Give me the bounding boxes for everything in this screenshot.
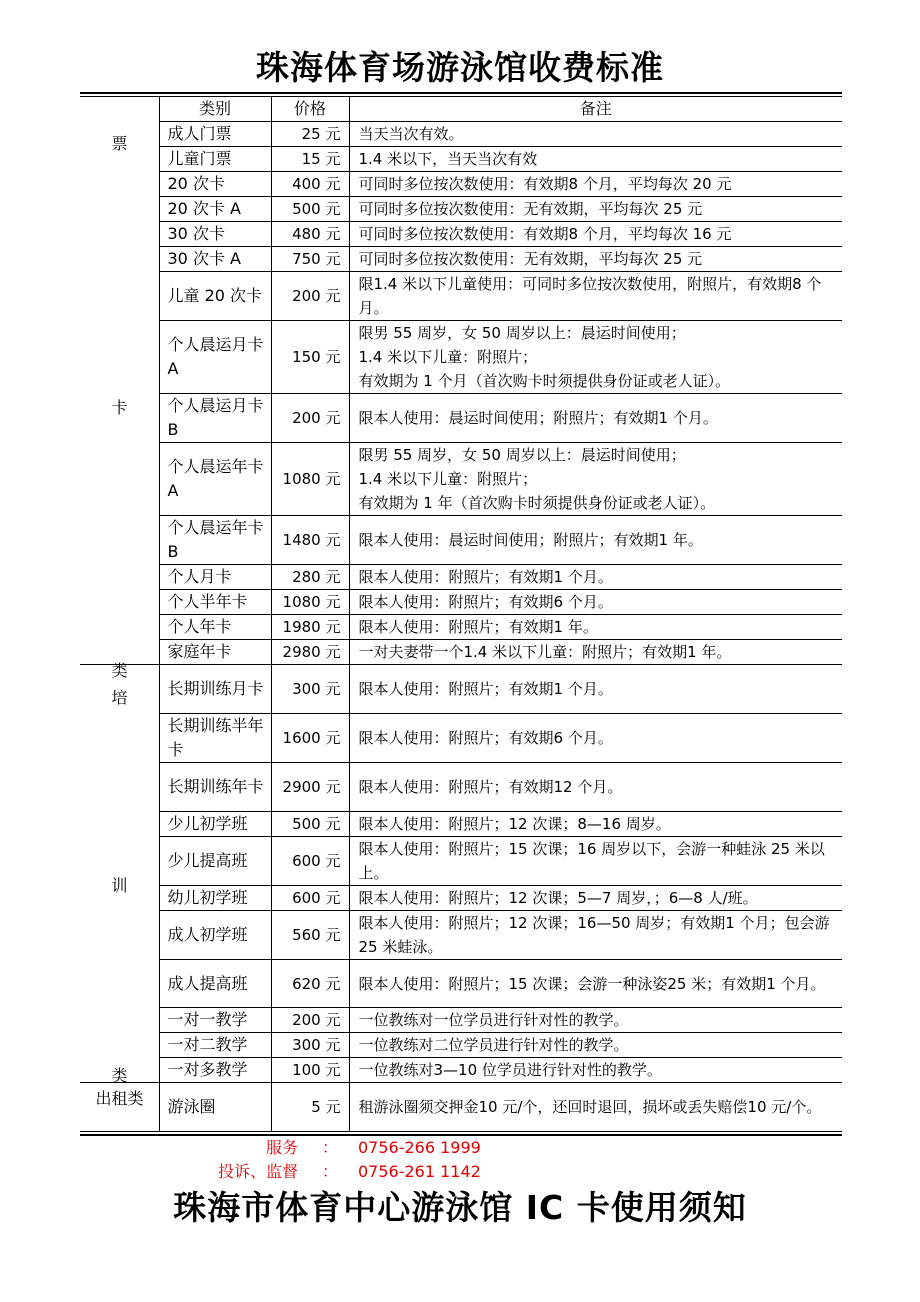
row-name: 个人晨运月卡A [159, 321, 271, 394]
table-row [80, 247, 842, 272]
row-price: 600 元 [271, 886, 349, 911]
row-name: 儿童 20 次卡 [159, 272, 271, 321]
row-name: 儿童门票 [159, 147, 271, 172]
row-name: 少儿初学班 [159, 812, 271, 837]
row-price: 480 元 [271, 222, 349, 247]
row-price: 200 元 [271, 1008, 349, 1033]
fee-table-body [80, 122, 842, 1132]
row-name: 个人月卡 [159, 565, 271, 590]
table-row [80, 172, 842, 197]
row-note: 租游泳圈须交押金10 元/个，还回时退回，损坏或丢失赔偿10 元/个。 [349, 1083, 842, 1132]
row-note: 一位教练对一位学员进行针对性的教学。 [349, 1008, 842, 1033]
row-note: 限本人使用：附照片；有效期6 个月。 [349, 714, 842, 763]
row-name: 个人半年卡 [159, 590, 271, 615]
table-row [80, 812, 842, 837]
table-row [80, 665, 842, 714]
table-row [80, 886, 842, 911]
row-name: 游泳圈 [159, 1083, 271, 1132]
header-price: 价格 [271, 97, 349, 122]
row-price: 280 元 [271, 565, 349, 590]
row-price: 400 元 [271, 172, 349, 197]
row-price: 2900 元 [271, 763, 349, 812]
row-price: 1080 元 [271, 443, 349, 516]
table-row [80, 615, 842, 640]
row-name: 幼儿初学班 [159, 886, 271, 911]
row-note: 限本人使用：附照片；15 次课；16 周岁以下，会游一种蛙泳 25 米以上。 [349, 837, 842, 886]
row-name: 成人初学班 [159, 911, 271, 960]
table-bottom-rule-thin [80, 1131, 842, 1132]
table-row [80, 197, 842, 222]
row-note: 一位教练对3—10 位学员进行针对性的教学。 [349, 1058, 842, 1083]
table-row [80, 516, 842, 565]
row-price: 25 元 [271, 122, 349, 147]
row-name: 长期训练半年卡 [159, 714, 271, 763]
row-price: 1480 元 [271, 516, 349, 565]
row-price: 100 元 [271, 1058, 349, 1083]
row-name: 30 次卡 [159, 222, 271, 247]
row-note: 限本人使用：附照片；有效期12 个月。 [349, 763, 842, 812]
category-group-cell [80, 665, 159, 1083]
table-row [80, 640, 842, 665]
row-name: 成人门票 [159, 122, 271, 147]
row-price: 750 元 [271, 247, 349, 272]
row-price: 1980 元 [271, 615, 349, 640]
row-note: 限男 55 周岁，女 50 周岁以上：晨运时间使用； 1.4 米以下儿童：附照片； 有效期为 1 年（首次购卡时须提供身份证或老人证）。 [349, 443, 842, 516]
row-name: 个人晨运年卡A [159, 443, 271, 516]
row-price: 560 元 [271, 911, 349, 960]
row-note: 当天当次有效。 [349, 122, 842, 147]
table-row [80, 1058, 842, 1083]
category-label: 类 [111, 661, 128, 681]
row-note: 限本人使用：附照片；有效期6 个月。 [349, 590, 842, 615]
row-price: 500 元 [271, 812, 349, 837]
row-name: 30 次卡 A [159, 247, 271, 272]
table-row [80, 565, 842, 590]
contact-number: 0756-266 1999 [358, 1138, 481, 1157]
table-row [80, 590, 842, 615]
row-name: 一对多教学 [159, 1058, 271, 1083]
row-price: 1600 元 [271, 714, 349, 763]
category-group-cell [80, 122, 159, 681]
row-price: 620 元 [271, 960, 349, 1008]
table-row [80, 763, 842, 812]
contact-colon: ： [322, 1162, 339, 1181]
table-header-row [80, 97, 842, 122]
table-row [80, 321, 842, 394]
row-name: 家庭年卡 [159, 640, 271, 665]
row-note: 可同时多位按次数使用：无有效期，平均每次 25 元 [349, 247, 842, 272]
row-price: 300 元 [271, 1033, 349, 1058]
row-note: 一对夫妻带一个1.4 米以下儿童：附照片；有效期1 年。 [349, 640, 842, 665]
row-note: 限本人使用：晨运时间使用；附照片；有效期1 个月。 [349, 394, 842, 443]
row-price: 500 元 [271, 197, 349, 222]
row-price: 200 元 [271, 272, 349, 321]
table-row [80, 1033, 842, 1058]
row-note: 限男 55 周岁，女 50 周岁以上：晨运时间使用； 1.4 米以下儿童：附照片； 有效期为 1 个月（首次购卡时须提供身份证或老人证）。 [349, 321, 842, 394]
row-note: 限1.4 米以下儿童使用：可同时多位按次数使用，附照片，有效期8 个月。 [349, 272, 842, 321]
page-title: 珠海体育场游泳馆收费标准 [256, 48, 664, 87]
category-label: 出租类 [95, 1089, 144, 1108]
row-name: 个人晨运月卡B [159, 394, 271, 443]
contact-number: 0756-261 1142 [358, 1162, 481, 1181]
row-note: 限本人使用：附照片；12 次课；5—7 周岁，；6—8 人/班。 [349, 886, 842, 911]
category-label: 类 [111, 1066, 128, 1085]
row-note: 限本人使用：附照片；有效期1 年。 [349, 615, 842, 640]
row-note: 一位教练对二位学员进行针对性的教学。 [349, 1033, 842, 1058]
row-name: 成人提高班 [159, 960, 271, 1008]
contact-row-service [0, 1136, 920, 1160]
table-row [80, 837, 842, 886]
row-price: 1080 元 [271, 590, 349, 615]
category-label: 训 [111, 876, 128, 895]
row-price: 300 元 [271, 665, 349, 714]
row-price: 600 元 [271, 837, 349, 886]
contact-row-complaint [0, 1160, 920, 1184]
row-name: 20 次卡 [159, 172, 271, 197]
table-row [80, 1083, 842, 1132]
contact-label: 服务 [265, 1138, 298, 1157]
row-name: 长期训练年卡 [159, 763, 271, 812]
table-row [80, 122, 842, 147]
row-name: 个人晨运年卡B [159, 516, 271, 565]
table-row [80, 911, 842, 960]
header-category-empty [80, 97, 159, 122]
category-group-cell [80, 1083, 159, 1132]
category-label: 卡 [111, 398, 128, 418]
row-price: 5 元 [271, 1083, 349, 1132]
contact-label: 投诉、监督 [217, 1162, 298, 1181]
table-row [80, 714, 842, 763]
table-row [80, 960, 842, 1008]
contact-colon: ： [322, 1138, 339, 1157]
row-note: 限本人使用：附照片；12 次课；8—16 周岁。 [349, 812, 842, 837]
category-label: 票 [111, 134, 128, 154]
category-label: 培 [111, 688, 128, 707]
table-row [80, 394, 842, 443]
row-name: 个人年卡 [159, 615, 271, 640]
row-note: 可同时多位按次数使用：有效期8 个月，平均每次 16 元 [349, 222, 842, 247]
row-name: 少儿提高班 [159, 837, 271, 886]
row-name: 一对二教学 [159, 1033, 271, 1058]
row-note: 可同时多位按次数使用：有效期8 个月，平均每次 20 元 [349, 172, 842, 197]
row-note: 可同时多位按次数使用：无有效期，平均每次 25 元 [349, 197, 842, 222]
row-note: 限本人使用：附照片；12 次课；16—50 周岁；有效期1 个月；包会游25 米蛙泳。 [349, 911, 842, 960]
row-name: 20 次卡 A [159, 197, 271, 222]
footer-title: 珠海市体育中心游泳馆 IC 卡使用须知 [173, 1188, 747, 1227]
header-note: 备注 [349, 97, 842, 122]
table-row [80, 272, 842, 321]
row-price: 2980 元 [271, 640, 349, 665]
header-category: 类别 [159, 97, 271, 122]
row-note: 限本人使用：附照片；有效期1 个月。 [349, 565, 842, 590]
row-price: 150 元 [271, 321, 349, 394]
table-row [80, 1008, 842, 1033]
row-price: 200 元 [271, 394, 349, 443]
table-row [80, 147, 842, 172]
row-name: 长期训练月卡 [159, 665, 271, 714]
row-note: 1.4 米以下，当天当次有效 [349, 147, 842, 172]
row-note: 限本人使用：附照片；有效期1 个月。 [349, 665, 842, 714]
row-price: 15 元 [271, 147, 349, 172]
row-note: 限本人使用：晨运时间使用；附照片；有效期1 年。 [349, 516, 842, 565]
table-row [80, 443, 842, 516]
table-row [80, 222, 842, 247]
row-note: 限本人使用：附照片；15 次课；会游一种泳姿25 米；有效期1 个月。 [349, 960, 842, 1008]
row-name: 一对一教学 [159, 1008, 271, 1033]
fee-table [80, 97, 842, 1132]
title-rule-thick [80, 92, 842, 94]
